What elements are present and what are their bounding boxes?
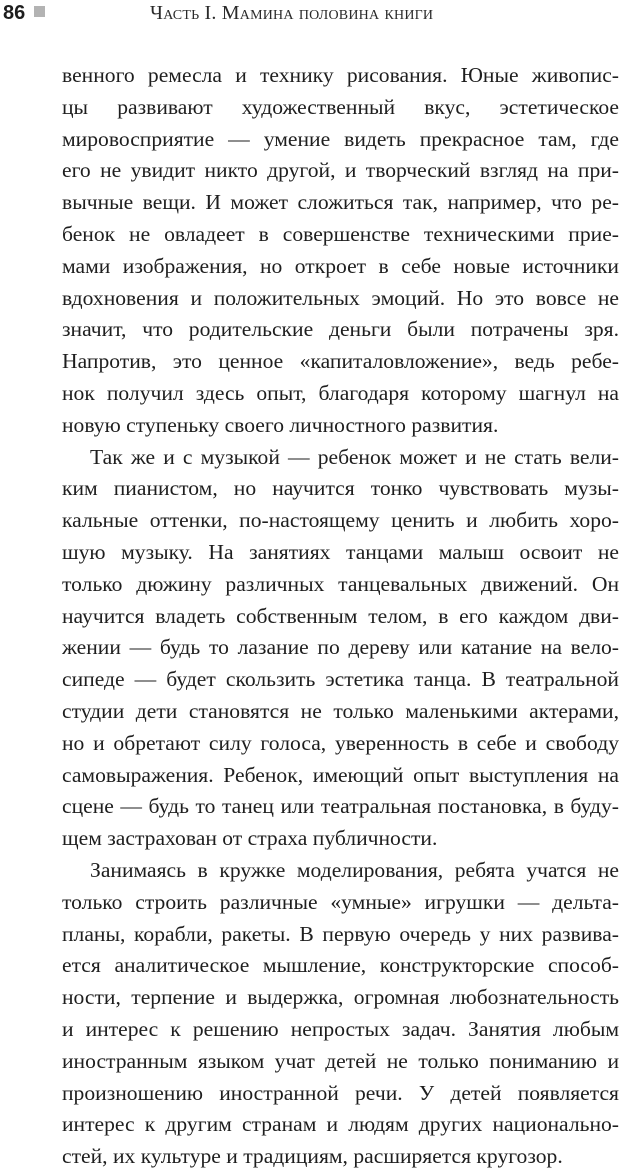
text-line: студии дети становятся не только маленькими актерами, [62,698,619,723]
page-number: 86 [3,2,26,24]
text-line: но и обретают силу голоса, уверенность в себе и свободу [62,730,619,755]
text-line: Напротив, это ценное «капиталовложение», ведь ребе- [62,349,619,374]
text-line: цы развивают художественный вкус, эстетическое [62,94,619,119]
page-marker-square [34,6,45,17]
text-line: сцене — будь то танец или театральная постановка, в буду- [62,794,619,819]
text-line: Занимаясь в кружке моделирования, ребята учатся не [90,857,619,882]
text-line: стей, их культуре и традициям, расширяется кругозор. [62,1144,563,1169]
text-line: только строить различные «умные» игрушки — дельта- [62,889,619,914]
text-line: только дюжину различных танцевальных движений. Он [62,571,619,596]
text-line: значит, что родительские деньги были потрачены зря. [62,317,619,342]
text-line: щем застрахован от страха публичности. [62,826,438,851]
text-line: кальные оттенки, по-настоящему ценить и любить хоро- [62,508,619,533]
text-line: самовыражения. Ребенок, имеющий опыт выступления на [62,762,619,787]
text-line: жении — будь то лазание по дереву или катание на вело- [62,635,619,660]
text-line: вычные вещи. И может сложиться так, например, что ре- [62,190,619,215]
text-line: Так же и с музыкой — ребенок может и не стать вели- [90,444,619,469]
text-line: сипеде — будет скользить эстетика танца. В театральной [62,667,619,692]
text-line: шую музыку. На занятиях танцами малыш освоит не [62,539,619,564]
text-line: его не увидит никто другой, и творческий взгляд на при- [62,158,619,183]
text-line: иностранным языком учат детей не только пониманию и [62,1048,619,1073]
text-line: ется аналитическое мышление, конструкторские способ- [62,953,619,978]
text-line: венного ремесла и технику рисования. Юные живопис- [62,63,619,87]
text-line: мировосприятие — умение видеть прекрасное там, где [62,126,619,151]
text-line: нок получил здесь опыт, благодаря которому шагнул на [62,380,619,405]
text-line: планы, корабли, ракеты. В первую очередь у них развива- [62,921,619,946]
text-line: вдохновения и положительных эмоций. Но это вовсе не [62,285,619,310]
text-line: произношению иностранной речи. У детей появляется [62,1080,619,1105]
page-header [0,0,620,32]
text-line: ким пианистом, но научится тонко чувствовать музы- [62,476,619,501]
text-line: мами изображения, но откроет в себе новые источники [62,253,619,278]
running-head: Часть I. Мамина половина книги [150,2,434,24]
text-line: новую ступеньку своего личностного развития. [62,412,499,437]
text-line: ности, терпение и выдержка, огромная любознательность [62,985,619,1010]
text-line: бенок не овладеет в совершенстве техническими прие- [62,221,619,246]
text-line: интерес к другим странам и людям других национально- [62,1112,619,1137]
body-text [62,60,619,1173]
text-line: научится владеть собственным телом, в его каждом дви- [62,603,619,628]
text-line: и интерес к решению непростых задач. Занятия любым [62,1016,619,1041]
